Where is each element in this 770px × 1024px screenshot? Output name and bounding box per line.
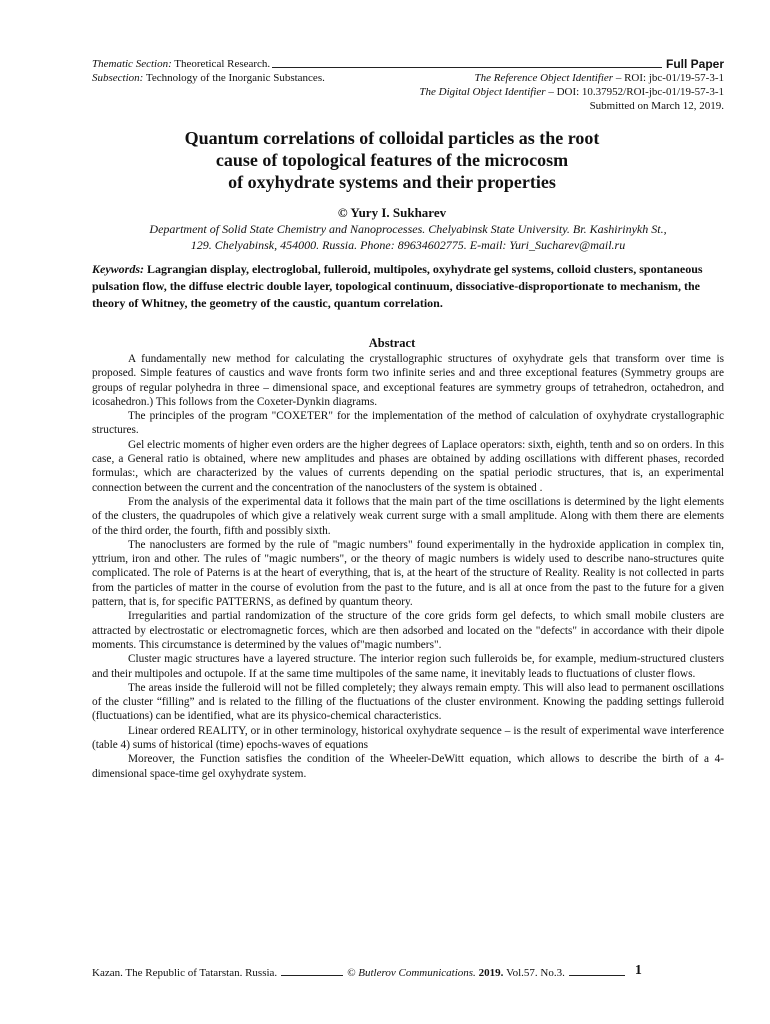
page-footer — [92, 963, 714, 979]
abstract-body — [92, 352, 724, 781]
footer-journal: © Butlerov Communications. — [347, 967, 476, 979]
abstract-paragraph: The areas inside the fulleroid will not be filled completely; they always remain empty. This will also lead to permanent oscillations of the cluster “filling” and is related to the filling of the fluctuations of the cluster environment. Knowing the padding settings fulleroid (fluctuations) can be identified, what are its physico-chemical characteristics. — [92, 681, 724, 723]
affiliation — [92, 221, 724, 253]
header-doi — [92, 86, 724, 99]
thematic-label: Thematic Section: — [92, 58, 172, 70]
keywords-label: Keywords: — [92, 262, 144, 276]
footer-volume: Vol.57. No.3. — [506, 967, 565, 979]
abstract-paragraph: A fundamentally new method for calculating the crystallographic structures of oxyhydrate gels that transform over time is proposed. Simple features of caustics and wave fronts form two infinite series and and three exceptional features (Symmetry groups are groups of regular polyhedra in three – dimensional space, and exceptional features are symmetry groups of tetrahedron, octahedron, and icosahedron.) This follows from the Coxeter-Dynkin diagrams. — [92, 353, 724, 408]
affiliation-line: 129. Chelyabinsk, 454000. Russia. Phone: 89634602775. E-mail: Yuri_Sucharev@mail.ru — [190, 238, 626, 252]
title-line: of oxyhydrate systems and their properties — [228, 172, 556, 192]
page-number: 1 — [634, 963, 642, 978]
abstract-paragraph: From the analysis of the experimental data it follows that the main part of the time oscillations is determined by the light elements of the clusters, the quadrupoles of which give a relatively weak current surge with a small amplitude. Along with them there are elements of the third order, the fourth, fifth and possibly sixth. — [92, 495, 724, 537]
doi-value: – DOI: 10.37952/ROI-jbc-01/19-57-3-1 — [548, 86, 724, 98]
affiliation-line: Department of Solid State Chemistry and Nanoprocesses. Chelyabinsk State University. Br. Kashirinykh St., — [149, 222, 667, 236]
footer-place: Kazan. The Republic of Tatarstan. Russia. — [92, 967, 278, 979]
subsection-label: Subsection: — [92, 72, 144, 84]
page-header — [92, 58, 724, 113]
abstract-heading: Abstract — [368, 336, 416, 350]
keywords-block — [92, 261, 724, 312]
footer-rule — [281, 975, 343, 976]
thematic-value: Theoretical Research. — [174, 58, 271, 70]
title-line: Quantum correlations of colloidal particles as the root — [184, 128, 600, 148]
full-paper-label: Full Paper — [665, 57, 724, 71]
abstract-paragraph: Gel electric moments of higher even orders are the higher degrees of Laplace operators: sixth, eighth, tenth and so on orders. In this case, a General ratio is obtained, where new amplitudes and phases are obtained by adding oscillations with different phases, recorded formulas:, which are characterized by the values of currents depending on the spatial periodic structures, that is, an experimental connection between the current and the concentration of the nanoclusters of the system is obtained . — [92, 438, 724, 494]
header-rule — [272, 67, 662, 68]
keywords-text: Lagrangian display, electroglobal, fulleroid, multipoles, oxyhydrate gel systems, colloid clusters, spontaneous pulsation flow, the diffuse electric double layer, topological continuum, dissociative-disproportionate to mechanism, the theory of Whitney, the geometry of the caustic, quantum correlation. — [92, 262, 703, 310]
abstract-paragraph: Moreover, the Function satisfies the condition of the Wheeler-DeWitt equation, which allows to describe the birth of a 4-dimensional space-time gel oxyhydrate system. — [92, 753, 724, 780]
paper-title — [92, 127, 692, 193]
abstract-paragraph: Cluster magic structures have a layered structure. The interior region such fulleroids be, for example, medium-structured clusters and their multipoles and octupole. If at the same time multipoles of the same name, it inevitably leads to fluctuations of cluster flows. — [92, 653, 724, 680]
abstract-paragraph: Irregularities and partial randomization of the structure of the core grids form gel defects, to which small mobile clusters are attracted by electrostatic or electromagnetic forces, which are then adsorbed and located on the "defects" in accordance with their dipole moments. This circumstance is determined by the values of"magic numbers". — [92, 610, 724, 651]
submitted-date: Submitted on March 12, 2019. — [589, 100, 724, 112]
header-row-subsection — [92, 72, 724, 85]
doi-label: The Digital Object Identifier — [419, 86, 546, 98]
footer-rule — [569, 975, 625, 976]
subsection-value: Technology of the Inorganic Substances. — [145, 72, 325, 84]
ref-id-value: – ROI: jbc-01/19-57-3-1 — [615, 72, 724, 84]
abstract-paragraph: Linear ordered REALITY, or in other terminology, historical oxyhydrate sequence – is the result of experimental wave interference (table 4) sums of historical (time) epochs-waves of equations — [92, 724, 724, 752]
author-name: © Yury I. Sukharev — [337, 205, 447, 220]
abstract-paragraph: The nanoclusters are formed by the rule of "magic numbers" found experimentally in the hydroxide application in complex tin, yttrium, iron and other. The rules of "magic numbers", or the theory of magic numbers is widely used to describe nano-structures quite complicated. The role of Paterns is at the heart of everything, that is, at the heart of the structure of Reality. Reality is not collected in parts from the particles of matter in the course of evolution from the past to the future, and is all at once from the past to the future for a given pattern, that is, for specific PATTERNS, as defined by quantum theory. — [92, 538, 724, 609]
title-line: cause of topological features of the microcosm — [215, 150, 569, 170]
footer-year: 2019. — [478, 967, 504, 979]
abstract-paragraph: The principles of the program "COXETER" for the implementation of the method of calculation of oxyhydrate crystallographic structures. — [92, 410, 724, 437]
ref-id-label: The Reference Object Identifier — [474, 72, 614, 84]
header-row-thematic — [92, 58, 724, 71]
